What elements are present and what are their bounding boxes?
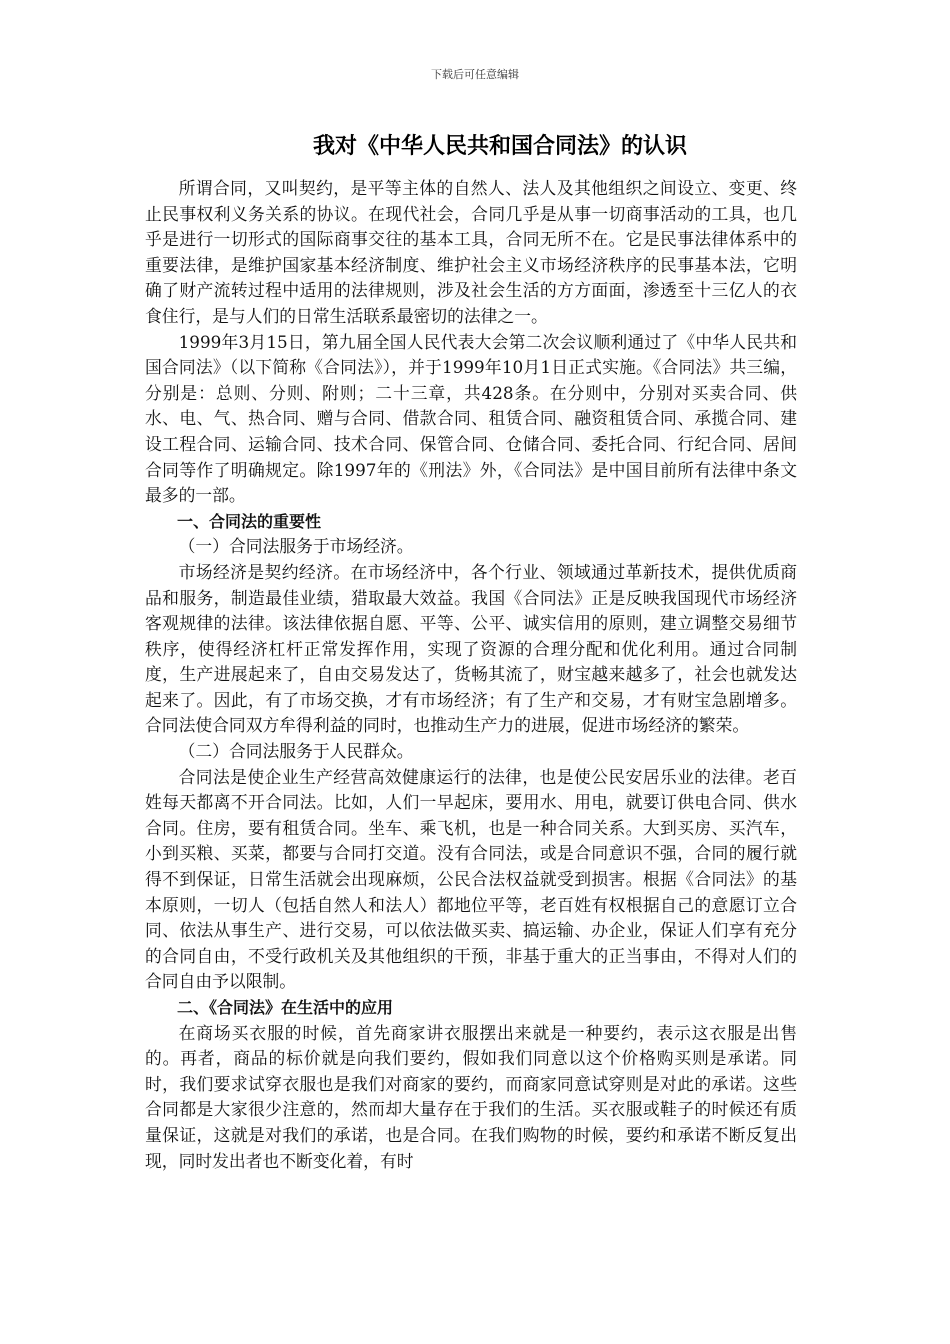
document-body bbox=[145, 176, 797, 1174]
paragraph-people: 合同法是使企业生产经营高效健康运行的法律，也是使公民安居乐业的法律。老百姓每天都离不开合同法。比如，人们一早起床，要用水、用电，就要订供电合同、供水合同。住房，要有租赁合同。坐车、乘飞机，也是一种合同关系。大到买房、买汽车，小到买粮、买菜，都要与合同打交道。没有合同法，或是合同意识不强，合同的履行就得不到保证，日常生活就会出现麻烦，公民合法权益就受到损害。根据《合同法》的基本原则，一切人（包括自然人和法人）都地位平等，老百姓有权根据自己的意愿订立合同、依法从事生产、进行交易，可以依法做买卖、搞运输、办企业，保证人们享有充分的合同自由，不受行政机关及其他组织的干预，非基于重大的正当事由，不得对人们的合同自由予以限制。 bbox=[145, 766, 797, 992]
paragraph-market-economy: 市场经济是契约经济。在市场经济中，各个行业、领域通过革新技术，提供优质商品和服务，制造最佳业绩，猎取最大效益。我国《合同法》正是反映我国现代市场经济客观规律的法律。该法律依据自愿、平等、公平、诚实信用的原则，建立调整交易细节秩序，使得经济杠杆正常发挥作用，实现了资源的合理分配和优化利用。通过合同制度，生产进展起来了，自由交易发达了，货畅其流了，财宝越来越多了，社会也就发达起来了。因此，有了市场交换，才有市场经济；有了生产和交易，才有财宝急剧增多。合同法使合同双方牟得利益的同时，也推动生产力的进展，促进市场经济的繁荣。 bbox=[145, 561, 797, 736]
page-title: 我对《中华人民共和国合同法》的认识 bbox=[312, 134, 687, 159]
subheading-people: （二）合同法服务于人民群众。 bbox=[178, 741, 414, 762]
section-heading-importance: 一、合同法的重要性 bbox=[177, 511, 322, 531]
paragraph-application: 在商场买衣服的时候，首先商家讲衣服摆出来就是一种要约，表示这衣服是出售的。再者，商品的标价就是向我们要约，假如我们同意以这个价格购买则是承诺。同时，我们要求试穿衣服也是我们对商家的要约，而商家同意试穿则是对此的承诺。这些合同都是大家很少注意的，然而却大量存在于我们的生活。买衣服或鞋子的时候还有质量保证，这就是对我们的承诺，也是合同。在我们购物的时候，要约和承诺不断反复出现，同时发出者也不断变化着，有时 bbox=[145, 1022, 797, 1171]
subheading-market-economy: （一）合同法服务于市场经济。 bbox=[178, 536, 414, 557]
section-heading-application: 二、《合同法》在生活中的应用 bbox=[177, 998, 394, 1017]
paragraph-history: 1999年3月15日，第九届全国人民代表大会第二次会议顺利通过了《中华人民共和国合同法》（以下简称《合同法》），并于1999年10月1日正式实施。《合同法》共三编，分别是：总则、分则、附则；二十三章，共428条。在分则中，分别对买卖合同、供水、电、气、热合同、赠与合同、借款合同、租赁合同、融资租赁合同、承揽合同、建设工程合同、运输合同、技术合同、保管合同、仓储合同、委托合同、行纪合同、居间合同等作了明确规定。除1997年的《刑法》外，《合同法》是中国目前所有法律中条文最多的一部。 bbox=[145, 331, 797, 506]
paragraph-intro: 所谓合同，又叫契约，是平等主体的自然人、法人及其他组织之间设立、变更、终止民事权利义务关系的协议。在现代社会，合同几乎是从事一切商事活动的工具，也几乎是进行一切形式的国际商事交往的基本工具，合同无所不在。它是民事法律体系中的重要法律，是维护国家基本经济制度、维护社会主义市场经济秩序的民事基本法，它明确了财产流转过程中适用的法律规则，涉及社会生活的方方面面，渗透至十三亿人的衣食住行，是与人们的日常生活联系最密切的法律之一。 bbox=[145, 178, 797, 326]
header-note: 下载后可任意编辑 bbox=[431, 68, 519, 81]
